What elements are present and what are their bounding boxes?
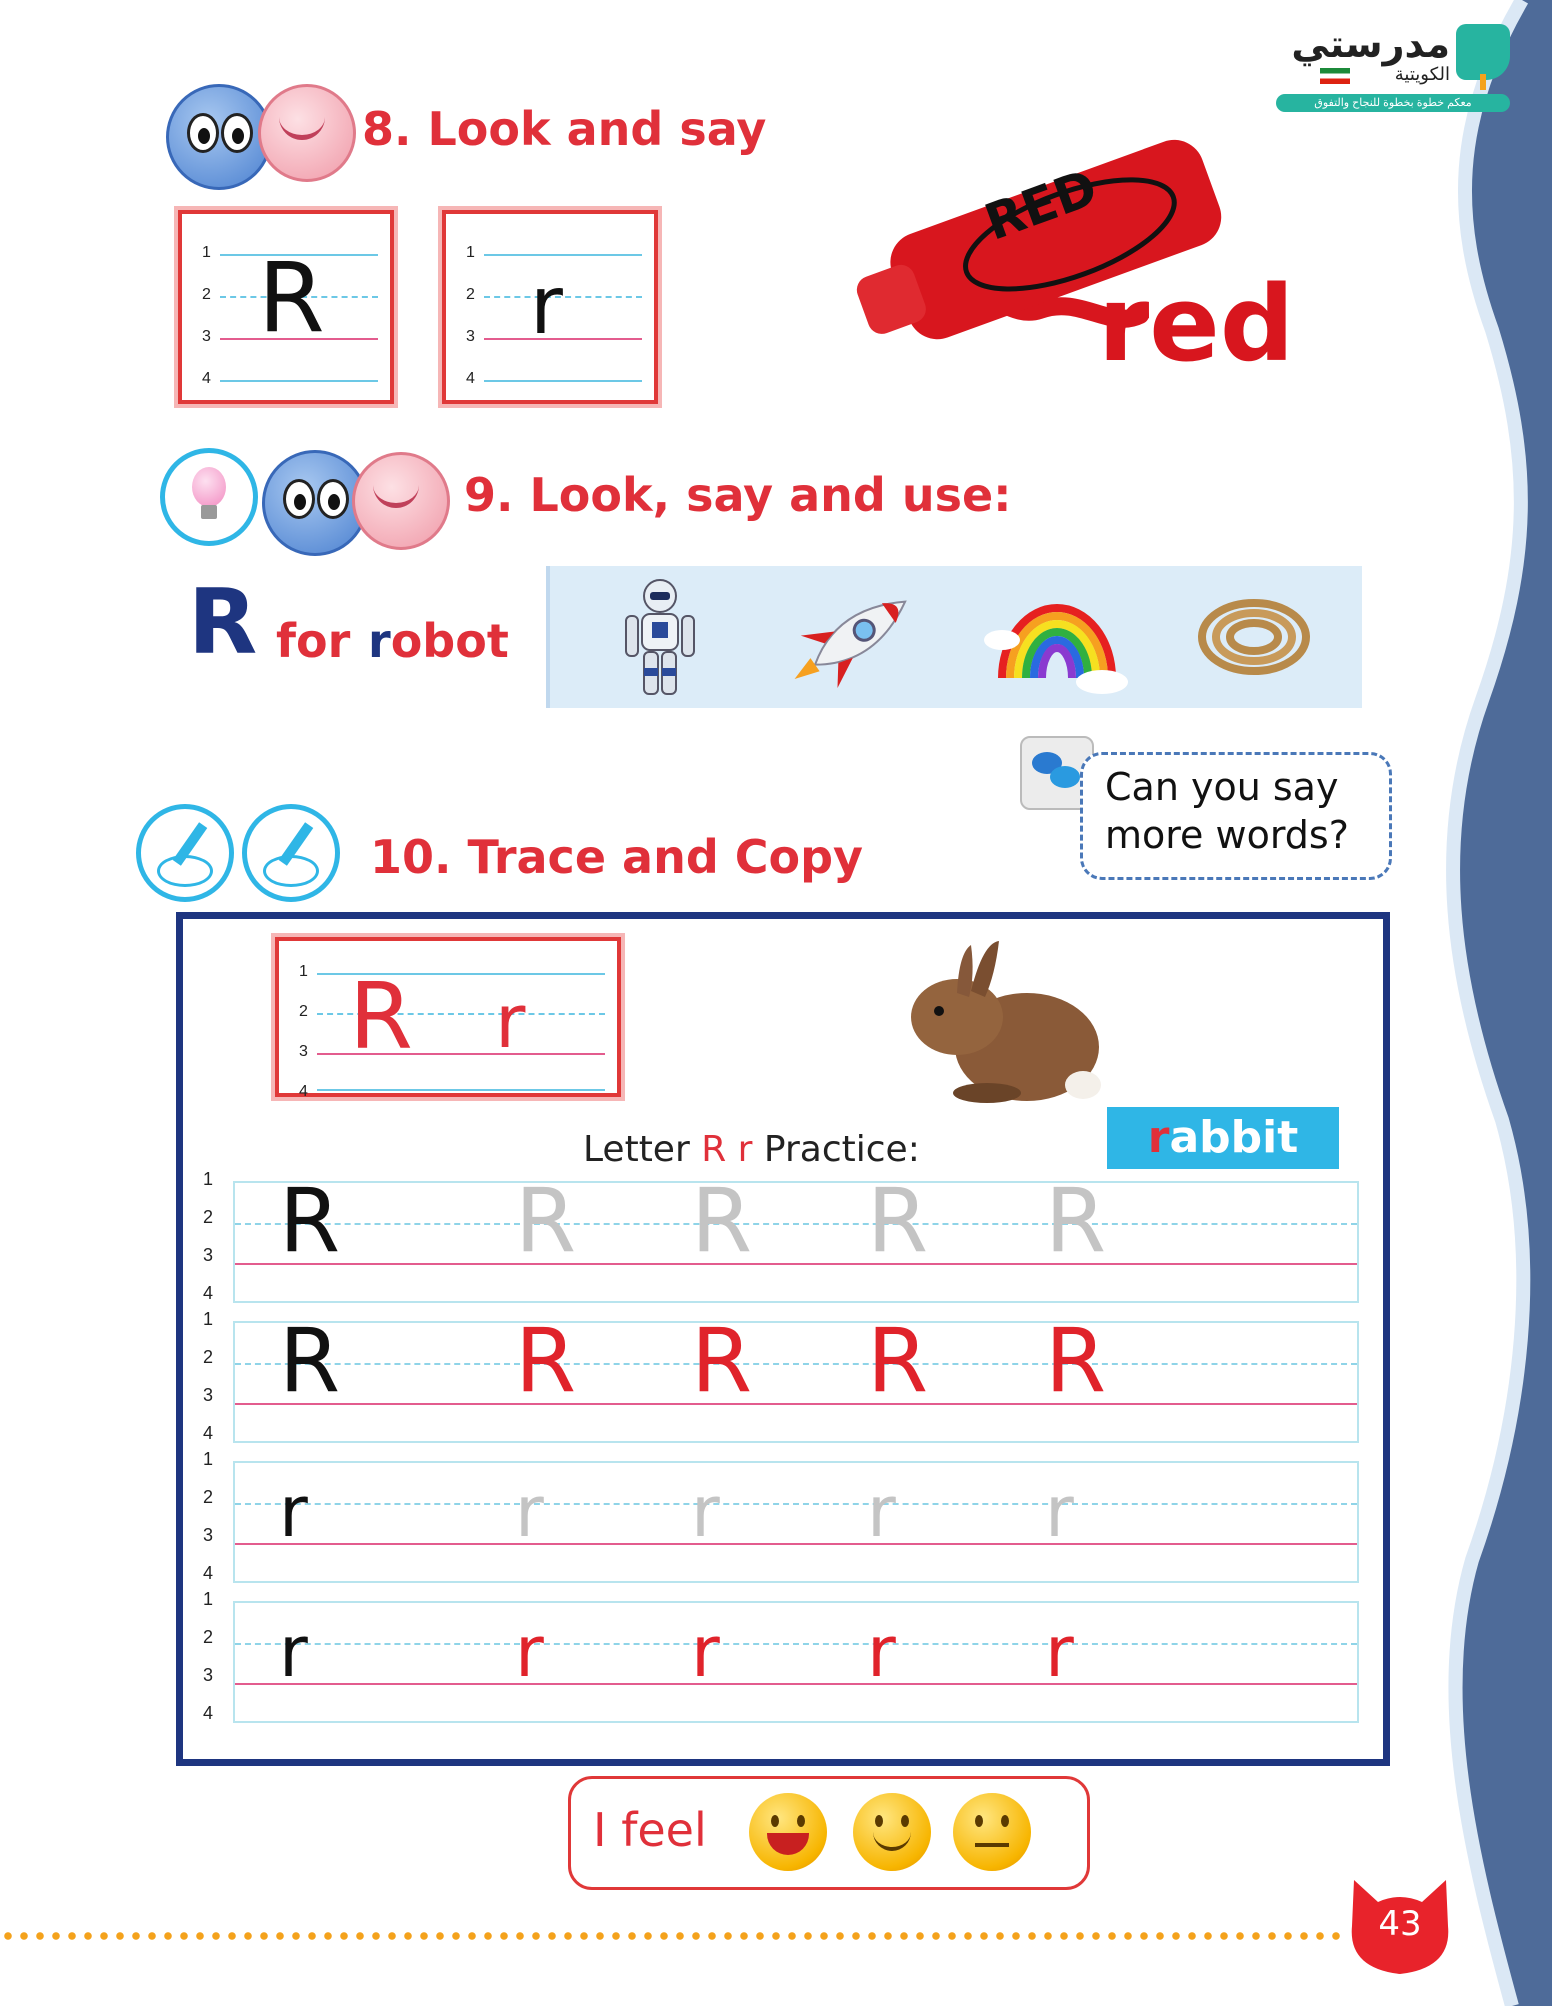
example-rest: obot	[390, 614, 509, 668]
line-number: 4	[203, 1563, 214, 1583]
rabbit-first-letter: r	[1147, 1112, 1170, 1163]
line-number: 3	[203, 1665, 214, 1685]
say-mouth-icon	[258, 84, 356, 182]
line-number: 3	[203, 1525, 214, 1545]
idea-bulb-icon	[160, 448, 258, 546]
practice-box	[176, 912, 1390, 1766]
speech-line-1: Can you say	[1105, 765, 1339, 809]
rope-icon	[1194, 594, 1314, 680]
card-letter-uppercase: R	[258, 242, 325, 354]
trace-letter[interactable]: r	[515, 1471, 544, 1553]
color-word-red: red	[1098, 263, 1295, 385]
rabbit-rest: abbit	[1169, 1112, 1299, 1163]
speech-bubble	[1080, 752, 1392, 880]
page-number: 43	[1378, 1904, 1422, 1944]
model-letter: r	[279, 1471, 308, 1553]
line-number: 2	[203, 1207, 214, 1227]
crayon-label: RED	[977, 158, 1105, 252]
line-number: 1	[203, 1449, 214, 1469]
line-number: 2	[203, 1347, 214, 1367]
practice-heading-letters: R r	[701, 1129, 753, 1170]
rocket-icon	[786, 576, 926, 696]
model-letter: r	[279, 1611, 308, 1693]
model-letter-upper: R	[349, 963, 413, 1070]
logo-name: مدرستي	[1291, 22, 1450, 66]
line-number: 1	[203, 1589, 214, 1609]
logo-badge-icon	[1456, 24, 1510, 80]
practice-row	[233, 1461, 1359, 1583]
model-letter-lower: r	[495, 979, 526, 1065]
big-letter-r: R	[188, 570, 258, 675]
copy-letter[interactable]: R	[1045, 1309, 1107, 1412]
smiling-face-icon[interactable]	[853, 1793, 931, 1871]
line-number: 2	[203, 1487, 214, 1507]
rabbit-icon	[887, 935, 1107, 1111]
feelings-box	[568, 1776, 1090, 1890]
trace-letter[interactable]: R	[515, 1169, 577, 1272]
practice-row	[233, 1309, 1359, 1443]
footer-dotted-line	[0, 1932, 1340, 1940]
line-number: 3	[203, 1245, 214, 1265]
letter-card-lowercase: 1 2 3 4 r	[442, 210, 658, 404]
picture-strip	[546, 566, 1362, 708]
line-number: 2	[203, 1627, 214, 1647]
trace-pencil-icon	[136, 804, 234, 902]
logo-flag-icon	[1320, 68, 1350, 84]
trace-letter[interactable]: R	[1045, 1169, 1107, 1272]
site-logo	[1276, 22, 1512, 112]
line-number: 1	[203, 1309, 214, 1329]
happy-face-icon[interactable]	[749, 1793, 827, 1871]
feel-label: I feel	[593, 1803, 707, 1857]
trace-letter[interactable]: r	[867, 1471, 896, 1553]
copy-letter[interactable]: R	[691, 1309, 753, 1412]
logo-tagline: معكم خطوة بخطوة للنجاح والتفوق	[1276, 94, 1510, 112]
example-word	[368, 614, 509, 668]
look-eyes-icon	[166, 84, 272, 190]
copy-letter[interactable]: r	[1045, 1611, 1074, 1693]
model-letter: R	[279, 1309, 341, 1412]
section-10-title: 10. Trace and Copy	[370, 830, 864, 884]
rainbow-icon	[982, 578, 1132, 698]
copy-letter[interactable]: r	[515, 1611, 544, 1693]
robot-icon	[620, 576, 700, 700]
line-number: 1	[203, 1169, 214, 1189]
model-letter-card: 1 2 3 4 R r	[275, 937, 621, 1097]
line-number: 4	[203, 1703, 214, 1723]
copy-letter[interactable]: R	[867, 1309, 929, 1412]
section-8-title: 8. Look and say	[362, 102, 767, 156]
copy-letter[interactable]: r	[867, 1611, 896, 1693]
speech-line-2: more words?	[1105, 813, 1349, 857]
practice-row	[233, 1601, 1359, 1723]
page-edge-wave	[1412, 0, 1552, 2006]
copy-letter[interactable]: R	[515, 1309, 577, 1412]
rabbit-word-label	[1107, 1107, 1339, 1169]
trace-letter[interactable]: r	[1045, 1471, 1074, 1553]
copy-pencil-icon	[242, 804, 340, 902]
for-word: for	[276, 614, 351, 668]
card-letter-lowercase: r	[530, 259, 563, 352]
trace-letter[interactable]: R	[691, 1169, 753, 1272]
line-number: 3	[203, 1385, 214, 1405]
trace-letter[interactable]: R	[867, 1169, 929, 1272]
line-number: 4	[203, 1283, 214, 1303]
logo-sub: الكويتية	[1394, 64, 1450, 84]
section-9-title: 9. Look, say and use:	[464, 468, 1012, 522]
copy-letter[interactable]: r	[691, 1611, 720, 1693]
practice-heading: Letter R r Practice:	[583, 1129, 920, 1170]
neutral-face-icon[interactable]	[953, 1793, 1031, 1871]
line-number: 4	[203, 1423, 214, 1443]
model-letter: R	[279, 1169, 341, 1272]
trace-letter[interactable]: r	[691, 1471, 720, 1553]
example-first-letter: r	[368, 614, 391, 668]
say-mouth-icon-2	[352, 452, 450, 550]
practice-row	[233, 1169, 1359, 1303]
letter-card-uppercase: 1 2 3 4 R	[178, 210, 394, 404]
